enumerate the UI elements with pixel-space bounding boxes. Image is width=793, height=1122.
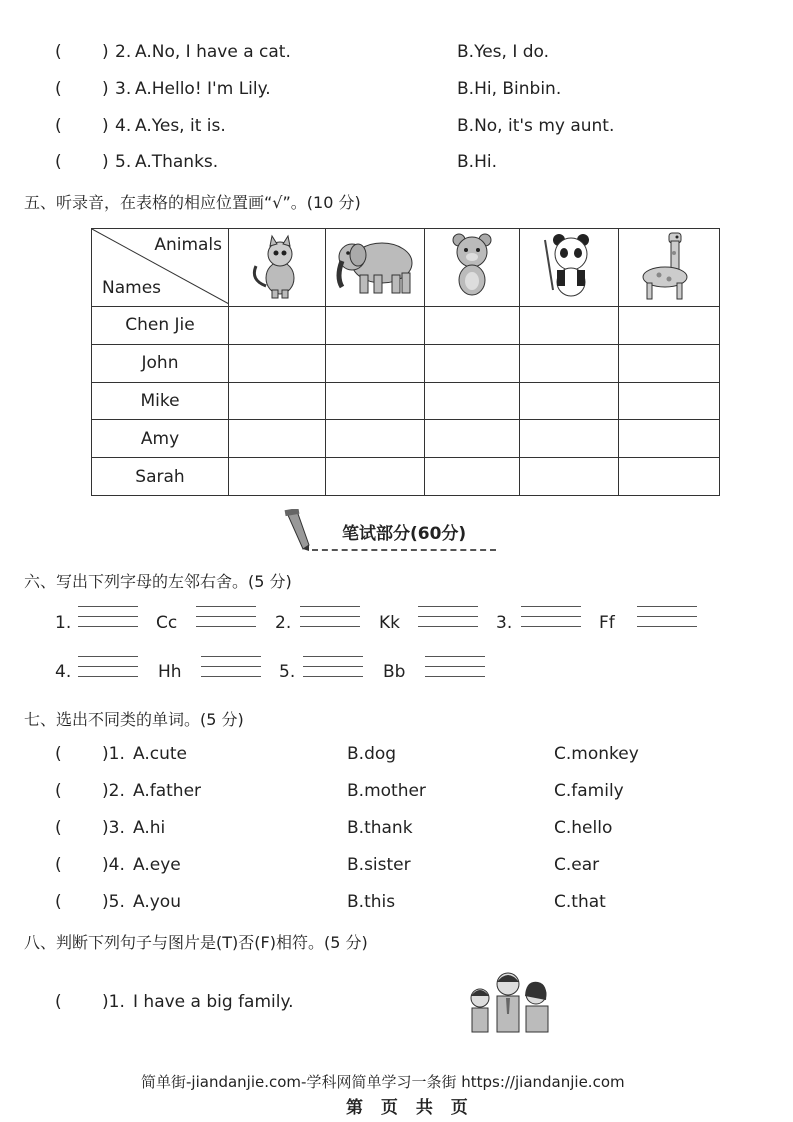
student-name: John <box>92 344 229 382</box>
item-number: 5. <box>279 662 296 682</box>
option-a: A.cute <box>133 744 187 764</box>
answer-paren[interactable]: ( <box>55 79 62 99</box>
question-number: 2. <box>115 42 132 62</box>
option-c: C.monkey <box>554 744 639 764</box>
student-name: Sarah <box>92 458 229 496</box>
corner-names-label: Names <box>102 278 162 298</box>
answer-paren[interactable]: ( <box>55 781 62 801</box>
written-part-banner: 笔试部分(60分) <box>342 524 467 544</box>
answer-cell[interactable] <box>425 420 520 458</box>
table-corner-cell <box>92 229 229 307</box>
answer-cell[interactable] <box>619 307 720 345</box>
giraffe-icon <box>619 229 720 307</box>
answer-cell[interactable] <box>520 344 619 382</box>
option-a: A.Yes, it is. <box>135 116 226 136</box>
option-b: B.Yes, I do. <box>457 42 550 62</box>
family-picture <box>466 968 554 1040</box>
question-number: )1. <box>102 744 125 764</box>
option-c: C.hello <box>554 818 613 838</box>
section7-title: 七、选出不同类的单词。(5 分) <box>24 710 244 729</box>
option-b: B.thank <box>347 818 413 838</box>
banner-dashed-line <box>312 549 496 551</box>
option-a: A.Thanks. <box>135 152 219 172</box>
answer-paren[interactable]: ( <box>55 892 62 912</box>
option-a: A.eye <box>133 855 181 875</box>
option-b: B.dog <box>347 744 397 764</box>
section8-title: 八、判断下列句子与图片是(T)否(F)相符。(5 分) <box>24 933 368 952</box>
item-number: 2. <box>275 613 292 633</box>
given-letter: Kk <box>379 613 400 633</box>
answer-lines-right[interactable] <box>418 606 478 636</box>
corner-animals-label: Animals <box>154 235 222 255</box>
panda-icon <box>520 229 619 307</box>
answer-cell[interactable] <box>326 307 425 345</box>
option-c: C.ear <box>554 855 600 875</box>
listening-table <box>91 228 720 496</box>
answer-paren[interactable]: ( <box>55 818 62 838</box>
given-letter: Ff <box>599 613 615 633</box>
page-number: 第 页 共 页 <box>346 1098 474 1118</box>
answer-cell[interactable] <box>229 382 326 420</box>
answer-lines-left[interactable] <box>300 606 360 636</box>
option-a: A.Hello! I'm Lily. <box>135 79 271 99</box>
answer-cell[interactable] <box>619 344 720 382</box>
option-a: A.hi <box>133 818 166 838</box>
question-number: 4. <box>115 116 132 136</box>
bear-icon <box>425 229 520 307</box>
answer-lines-left[interactable] <box>303 656 363 686</box>
answer-paren[interactable]: ( <box>55 744 62 764</box>
option-b: B.sister <box>347 855 411 875</box>
answer-paren[interactable]: ( <box>55 992 62 1012</box>
question-number: 3. <box>115 79 132 99</box>
source-footer: 简单街-jiandanjie.com-学科网简单学习一条街 https://jiandanjie.com <box>141 1073 625 1091</box>
option-a: A.father <box>133 781 202 801</box>
answer-paren[interactable]: ( <box>55 152 62 172</box>
given-letter: Cc <box>156 613 178 633</box>
answer-cell[interactable] <box>229 420 326 458</box>
answer-cell[interactable] <box>520 307 619 345</box>
answer-cell[interactable] <box>326 344 425 382</box>
answer-lines-left[interactable] <box>78 606 138 636</box>
question-number: )1. <box>102 992 125 1012</box>
answer-cell[interactable] <box>229 344 326 382</box>
table-row <box>92 307 720 345</box>
option-a: A.you <box>133 892 181 912</box>
given-letter: Hh <box>158 662 182 682</box>
option-b: B.this <box>347 892 396 912</box>
table-row <box>92 420 720 458</box>
answer-lines-right[interactable] <box>637 606 697 636</box>
answer-paren[interactable]: ( <box>55 855 62 875</box>
cat-icon <box>229 229 326 307</box>
paren-close: ) <box>102 116 109 136</box>
answer-cell[interactable] <box>326 382 425 420</box>
table-row <box>92 382 720 420</box>
answer-paren[interactable]: ( <box>55 116 62 136</box>
answer-cell[interactable] <box>619 382 720 420</box>
option-a: A.No, I have a cat. <box>135 42 291 62</box>
option-b: B.mother <box>347 781 426 801</box>
answer-lines-left[interactable] <box>521 606 581 636</box>
answer-cell[interactable] <box>425 307 520 345</box>
item-number: 4. <box>55 662 72 682</box>
section5-title: 五、听录音，在表格的相应位置画“√”。(10 分) <box>24 193 361 212</box>
answer-lines-right[interactable] <box>425 656 485 686</box>
question-number: 5. <box>115 152 132 172</box>
answer-cell[interactable] <box>229 307 326 345</box>
answer-cell[interactable] <box>520 420 619 458</box>
pencil-icon <box>283 509 313 555</box>
option-b: B.Hi. <box>457 152 497 172</box>
answer-cell[interactable] <box>619 458 720 496</box>
item-number: 1. <box>55 613 72 633</box>
student-name: Chen Jie <box>92 307 229 345</box>
answer-cell[interactable] <box>229 458 326 496</box>
answer-cell[interactable] <box>520 458 619 496</box>
option-b: B.No, it's my aunt. <box>457 116 615 136</box>
elephant-icon <box>326 229 425 307</box>
option-c: C.family <box>554 781 624 801</box>
answer-lines-right[interactable] <box>201 656 261 686</box>
answer-lines-right[interactable] <box>196 606 256 636</box>
option-c: C.that <box>554 892 606 912</box>
answer-cell[interactable] <box>425 382 520 420</box>
item-number: 3. <box>496 613 513 633</box>
student-name: Amy <box>92 420 229 458</box>
student-name: Mike <box>92 382 229 420</box>
answer-cell[interactable] <box>425 344 520 382</box>
question-number: )4. <box>102 855 125 875</box>
paren-close: ) <box>102 42 109 62</box>
option-b: B.Hi, Binbin. <box>457 79 562 99</box>
given-letter: Bb <box>383 662 406 682</box>
answer-cell[interactable] <box>619 420 720 458</box>
answer-cell[interactable] <box>326 458 425 496</box>
answer-lines-left[interactable] <box>78 656 138 686</box>
paren-close: ) <box>102 152 109 172</box>
question-number: )5. <box>102 892 125 912</box>
table-row <box>92 458 720 496</box>
section6-title: 六、写出下列字母的左邻右舍。(5 分) <box>24 572 292 591</box>
answer-cell[interactable] <box>520 382 619 420</box>
statement-text: I have a big family. <box>133 992 294 1012</box>
question-number: )2. <box>102 781 125 801</box>
paren-close: ) <box>102 79 109 99</box>
answer-cell[interactable] <box>326 420 425 458</box>
answer-paren[interactable]: ( <box>55 42 62 62</box>
answer-cell[interactable] <box>425 458 520 496</box>
table-row <box>92 344 720 382</box>
question-number: )3. <box>102 818 125 838</box>
